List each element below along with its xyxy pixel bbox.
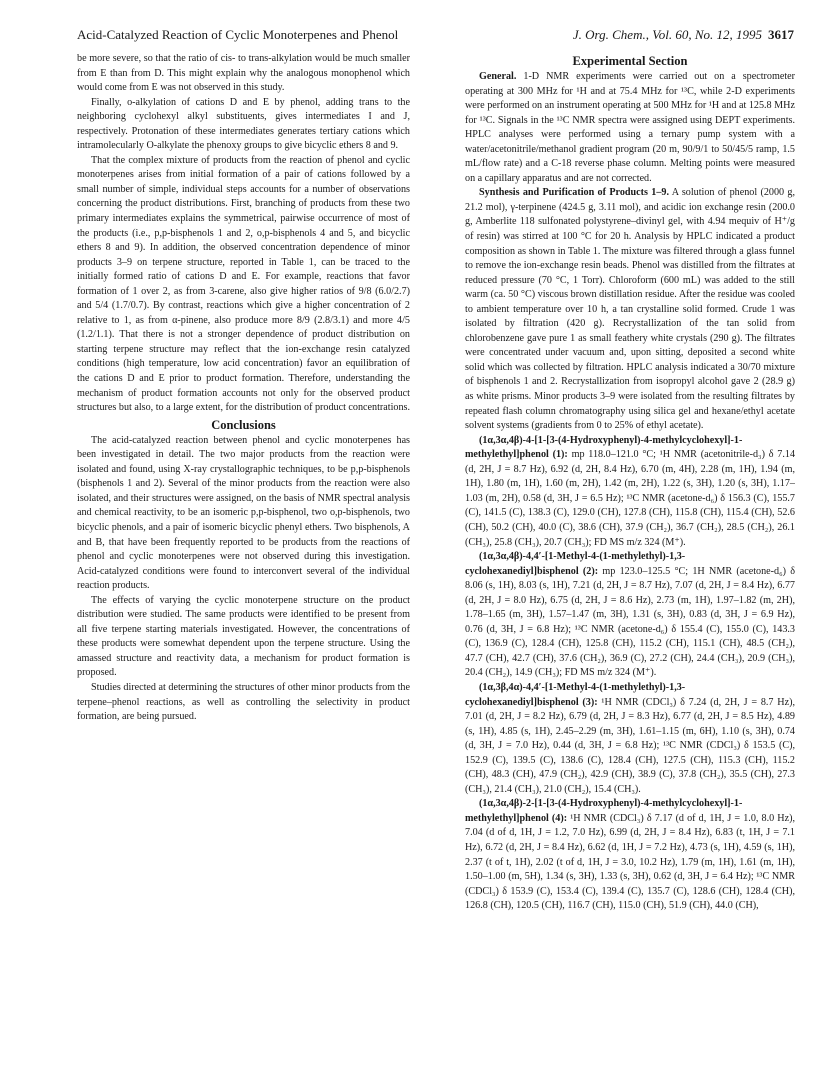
compound-data: mp 118.0–121.0 °C; ¹H NMR (acetonitrile-d₃) δ 7.14 (d, 2H, J = 8.7 Hz), 6.92 (d, 2H, 8.4 Hz), 6.70 (m, 4H), 2.28 (m, 1H), 1.94 (m, 1H), 1.80 (m, 1H), 1.60 (m, 2H), 1.42 (m, 2H), 1.22 (s, 3H), 1.20 (s, 3H), 1.17–1.03 (m, 2H), 0.58 (d, 3H, J = 6.5 Hz); ¹³C NMR (acetone-d₆) δ 156.3 (C), 155.7 (C), 141.5 (C), 138.3 (C), 129.0 (CH), 127.8 (CH), 115.8 (CH), 115.4 (CH), 52.6 (CH), 50.2 (CH), 40.0 (C), 38.6 (CH), 37.9 (CH₂), 36.7 (CH₂), 28.5 (CH₂), 26.1 (CH₃), 25.8 (CH₃), 20.7 (CH₃); FD MS m/z 324 (M⁺). bbox=[465, 449, 796, 548]
compound-entry bbox=[465, 797, 795, 913]
left-column bbox=[77, 52, 410, 725]
paragraph: Finally, o-alkylation of cations D and E by phenol, adding trans to the neighboring cyclohexyl alkyl substituents, gives intermediates I and J, respectively. Protonation of these intermediates generates tertiary cations which intramolecularly O-alkylate the phenoxy groups to give bicyclic ethers 8 and 9. bbox=[77, 96, 410, 152]
compound-data: ¹H NMR (CDCl₃) δ 7.24 (d, 2H, J = 8.7 Hz), 7.01 (d, 2H, J = 8.2 Hz), 6.79 (d, 2H, J = 8.3 Hz), 6.77 (d, 2H, J = 8.5 Hz), 4.89 (s, 1H), 4.85 (s, 1H), 2.45–2.29 (m, 3H), 1.61–1.15 (m, 6H), 1.10 (s, 3H), 0.74 (d, 3H, J = 7.0 Hz), 0.44 (d, 3H, J = 6.8 Hz); ¹³C NMR (CDCl₃) δ 153.5 (C), 152.9 (C), 139.5 (C), 138.6 (C), 128.4 (CH), 127.5 (CH), 115.3 (CH), 115.2 (CH), 48.3 (CH), 47.9 (CH₂), 42.9 (CH), 38.9 (C), 37.8 (CH₂), 35.5 (CH), 27.3 (CH₃), 21.4 (CH₃), 21.0 (CH₂), 15.4 (CH₃). bbox=[465, 696, 795, 795]
paragraph: Studies directed at determining the structures of other minor products from the terpene–phenol reactions, as well as controlling the selectivity in product formation, are being pursued. bbox=[77, 681, 410, 723]
paragraph: be more severe, so that the ratio of cis- to trans-alkylation would be much smaller from E than from D. This might explain why the analogous monophenol which would come from E was not observed in this study. bbox=[77, 53, 410, 94]
paragraph-text: 1-D NMR experiments were carried out on a spectrometer operating at 300 MHz for ¹H and at 75.4 MHz for ¹³C, while 2-D experiments were performed on an instrument operating at 500 MHz for ¹H and at 125.8 MHz for ¹³C. Signals in the ¹³C NMR spectra were assigned using DEPT experiments. HPLC analyses were performed using a ternary pump system with a water/acetonitrile/methanol gradient program (20 m, 90/9/1 to 50/45/5 ramp, 1.5 mL/flow rate) and a C-18 reverse phase column. Melting points were measured on a capillary apparatus and are not corrected. bbox=[465, 71, 795, 184]
synthesis-paragraph bbox=[465, 186, 795, 433]
journal-name: J. Org. Chem., Vol. 60, No. 12, 1995 bbox=[572, 27, 762, 42]
compound-name: (1α,3α,4β)-4-[1-[3-(4-Hydroxyphenyl)-4-methylcyclohexyl]-1-methylethyl]phenol (1): bbox=[465, 434, 743, 461]
compound-entry bbox=[465, 550, 795, 681]
journal-citation bbox=[573, 27, 794, 43]
paragraph-text: A solution of phenol (2000 g, 21.2 mol), γ-terpinene (424.5 g, 3.11 mol), and acidic ion exchange resin (200.0 g, Amberlite 118 sulfonated polystyrene–divinyl gel, with 4.94 mequiv of H⁺/g of resin) was stirred at 100 °C for 20 h. Analysis by HPLC indicated a product composition as shown in Table 1. The mixture was filtered through a glass funnel to remove the ion-exchange resin beads. Phenol was distilled from the filtrates at reduced pressure (70 °C, 1 Torr). Chloroform (600 mL) was added to the still warm (ca. 50 °C) viscous brown distillation residue. After the residue was cooled to ambient temperature over 10 h, a tan crystalline solid formed. Crude 1 was isolated by filtration (420 g). Recrystallization of the tan solid from chlorobenzene gave pure 1 as small feathery white crystals (290 g). The filtrates were concentrated under vacuum and, upon sitting, deposited a second white solid which was collected by filtration. HPLC analysis indicated a 30/70 mixture of bisphenols 1 and 2. Recrystallization from isopropyl alcohol gave 2 (28.9 g) as white prisms. Minor products 3–9 were isolated from the resulting filtrates by repeated flash column chromatography using silica gel and hexane/ethyl acetate solvent systems (gradients from 0 to 25% of ethyl acetate). bbox=[465, 187, 795, 432]
compound-data: ¹H NMR (CDCl₃) δ 7.17 (d of d, 1H, J = 1.0, 8.0 Hz), 7.04 (d of d, 1H, J = 1.2, 7.0 Hz), 6.99 (d, 2H, J = 8.4 Hz), 6.83 (t, 1H, J = 7.1 Hz), 6.72 (d, 2H, J = 8.4 Hz), 6.62 (d, 1H, J = 7.2 Hz), 4.73 (s, 1H), 4.59 (s, 1H), 2.37 (t of t, 1H), 2.02 (t of d, 1H, J = 3.0, 10.2 Hz), 1.79 (m, 1H), 1.61 (m, 1H), 1.50–1.00 (m, 5H), 1.34 (s, 3H), 1.33 (s, 3H), 0.62 (d, 3H, J = 6.4 Hz); ¹³C NMR (CDCl₃) δ 153.9 (C), 153.4 (C), 139.4 (C), 135.7 (C), 128.6 (CH), 128.4 (CH), 126.8 (CH), 120.5 (CH), 116.7 (CH), 115.0 (CH), 51.9 (CH), 44.0 (CH), bbox=[465, 812, 795, 912]
paragraph: That the complex mixture of products from the reaction of phenol and cyclic monoterpenes arises from initial formation of a pair of cations followed by a small number of simple, individual steps accounts for a number of observations concerning the product distributions. First, branching of products from these two primary intermediates explains the symmetrical, pairwise occurrence of most of the products (i.e., p,p-bisphenols 1 and 2, o,p-bisphenols 4 and 5, and bicyclic ethers 8 and 9). In addition, the observed concentration dependence of minor products 3–9 on terpene structure, reported in Table 1, can be traced to the initially formed ratio of cations D and E. For example, reactions that favor formation of 1 over 2, as from 3-carene, also give higher ratios of 9/8 (6.0/2.7) and 5/4 (1.7/0.7). By contrast, reactions which give a higher concentration of 2 relative to 1, as from α-pinene, also produce more 8/9 (2.8/3.1) and more 4/5 (1.2/1.1). That there is not a stronger dependence of product distribution on starting terpene structure may reflect that the ion-exchange resin catalyzed conditions (high temperature, low acid concentration) favor an equilibration of the cations D and E prior to product formation. Therefore, understanding the mechanism of product formation accounts not only for the observed product structures but also, to a large extent, for the distribution of product concentrations. bbox=[77, 154, 411, 414]
running-title: Acid-Catalyzed Reaction of Cyclic Monoterpenes and Phenol bbox=[77, 27, 399, 42]
compound-data: mp 123.0–125.5 °C; 1H NMR (acetone-d₆) δ 8.06 (s, 1H), 8.03 (s, 1H), 7.21 (d, 2H, J = 8.7 Hz), 7.07 (d, 2H, J = 8.4 Hz), 6.77 (d, 2H, J = 8.0 Hz), 6.75 (d, 2H, J = 8.6 Hz), 2.73 (m, 1H), 1.97–1.82 (m, 2H), 1.78–1.65 (m, 3H), 1.57–1.47 (m, 3H), 1.31 (s, 3H), 0.83 (d, 3H, J = 6.9 Hz), 0.76 (d, 3H, J = 6.8 Hz); ¹³C NMR (acetone-d₆) δ 155.4 (C), 155.0 (C), 143.3 (C), 136.9 (C), 128.4 (CH), 125.8 (CH), 115.2 (CH), 115.1 (CH), 48.5 (CH₂), 47.7 (CH), 42.7 (CH), 37.6 (CH₂), 36.9 (C), 27.2 (CH), 24.4 (CH₃), 20.9 (CH₃), 20.4 (CH₂), 14.9 (CH₃); FD MS m/z 324 (M⁺). bbox=[465, 565, 796, 679]
run-in-heading: Synthesis and Purification of Products 1–9. bbox=[479, 187, 669, 199]
compound-name: (1α,3α,4β)-2-[1-[3-(4-Hydroxyphenyl)-4-methylcyclohexyl]-1-methylethyl]phenol (4): bbox=[465, 798, 743, 824]
paragraph: The acid-catalyzed reaction between phenol and cyclic monoterpenes has been investigated in detail. The two major products from the reaction were isolated and found, using X-ray crystallographic techniques, to be p,p-bisphenols (bisphenols 1 and 2). Several of the minor products from the reaction were also isolated, and their structures were assigned, on the basis of NMR spectral analysis and chemical reactivity, to be an isomeric p,p-bisphenol, two o,p-bisphenols, two bicyclic phenols, and a pair of isomeric bicyclic phenyl ethers. Two bisphenols, A and B, that have been frequently reported to be products from the reactions of phenol and cyclic monoterpenes were not observed during this investigation. Acid-catalyzed conditions were found to interconvert several of the individual reaction products. bbox=[77, 434, 410, 592]
compound-entry bbox=[465, 681, 795, 797]
experimental-heading: Experimental Section bbox=[572, 54, 688, 68]
general-paragraph bbox=[465, 70, 795, 186]
conclusions-heading: Conclusions bbox=[211, 417, 276, 432]
compound-name: (1α,3β,4α)-4,4′-[1-Methyl-4-(1-methylethyl)-1,3-cyclohexanediyl]bisphenol (3): bbox=[465, 681, 686, 708]
right-column bbox=[465, 52, 795, 914]
paragraph: The effects of varying the cyclic monoterpene structure on the product distribution were studied. The same products were identified to be present from all five terpene starting materials investigated. However, the concentrations of these products were somewhat dependent upon the terpene structure. Using the amassed structure and reactivity data, a mechanism for product formation is proposed. bbox=[77, 594, 410, 679]
compound-entry bbox=[465, 434, 795, 550]
running-head bbox=[77, 27, 794, 45]
compound-name: (1α,3α,4β)-4,4′-[1-Methyl-4-(1-methylethyl)-1,3-cyclohexanediyl]bisphenol (2): bbox=[465, 551, 686, 577]
page-number: 3617 bbox=[768, 27, 794, 42]
run-in-heading: General. bbox=[479, 71, 517, 82]
